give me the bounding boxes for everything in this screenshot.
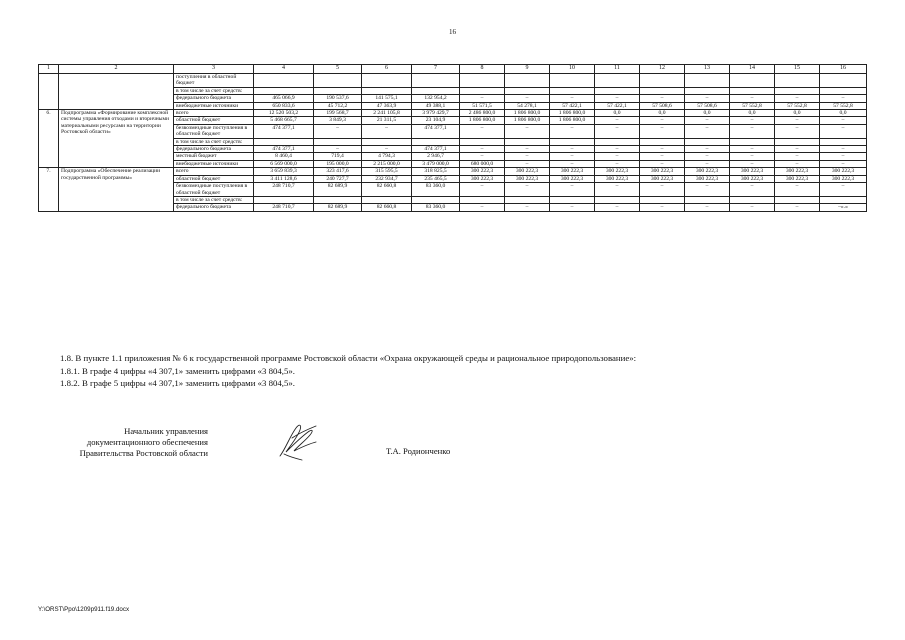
value-cell	[460, 87, 505, 94]
value-cell: 300 222,3	[550, 168, 595, 175]
value-cell: 235 465,5	[412, 175, 460, 182]
value-cell: –	[640, 204, 685, 211]
budget-table	[38, 64, 867, 212]
value-cell	[595, 138, 640, 145]
value-cell: –	[640, 153, 685, 160]
value-cell: –	[730, 160, 775, 167]
value-cell: 0,0	[640, 110, 685, 117]
value-cell: 719,4	[314, 153, 362, 160]
value-cell: –	[595, 160, 640, 167]
value-cell: 3 659 839,3	[254, 168, 314, 175]
value-cell: –	[820, 117, 867, 124]
value-cell: 0,0	[595, 110, 640, 117]
column-number: 4	[254, 65, 314, 74]
value-cell	[550, 196, 595, 203]
value-cell	[460, 138, 505, 145]
value-cell: –	[595, 146, 640, 153]
value-cell: 474 377,1	[254, 124, 314, 138]
value-cell: 3 979 429,7	[412, 110, 460, 117]
value-cell: 300 222,3	[595, 168, 640, 175]
signatory-name: Т.А. Родионченко	[386, 446, 451, 456]
value-cell: 57 422,1	[550, 102, 595, 109]
value-cell	[820, 74, 867, 88]
column-number: 12	[640, 65, 685, 74]
value-cell: 300 222,3	[685, 168, 730, 175]
value-cell	[775, 74, 820, 88]
value-cell	[362, 74, 412, 88]
value-cell: 300 222,3	[505, 175, 550, 182]
column-number: 2	[59, 65, 174, 74]
value-cell: –	[775, 160, 820, 167]
value-cell: 300 222,3	[775, 175, 820, 182]
value-cell: 465 066,9	[254, 95, 314, 102]
value-cell	[314, 196, 362, 203]
value-cell: –	[595, 204, 640, 211]
funding-source-cell: всего	[174, 168, 254, 175]
funding-source-cell: безвозмездные поступления в областной бюджет	[174, 124, 254, 138]
value-cell: 323 417,6	[314, 168, 362, 175]
value-cell: 300 222,3	[820, 175, 867, 182]
value-cell: 5 468 665,7	[254, 117, 314, 124]
value-cell: –	[820, 183, 867, 197]
value-cell: 82 689,9	[314, 204, 362, 211]
value-cell: 47 363,9	[362, 102, 412, 109]
value-cell: –	[460, 204, 505, 211]
value-cell	[362, 196, 412, 203]
value-cell: 190 537,6	[314, 95, 362, 102]
value-cell: 57 552,8	[775, 102, 820, 109]
value-cell: –	[730, 146, 775, 153]
value-cell: –	[550, 160, 595, 167]
value-cell: –	[505, 160, 550, 167]
value-cell: –	[362, 124, 412, 138]
value-cell: 57 422,1	[595, 102, 640, 109]
value-cell	[730, 196, 775, 203]
value-cell: –	[730, 153, 775, 160]
value-cell	[775, 196, 820, 203]
value-cell: 199 568,7	[314, 110, 362, 117]
column-number: 3	[174, 65, 254, 74]
value-cell: –	[595, 95, 640, 102]
value-cell: –	[595, 124, 640, 138]
value-cell: –	[775, 204, 820, 211]
column-number: 14	[730, 65, 775, 74]
value-cell: 23 104,9	[412, 117, 460, 124]
value-cell: 300 222,3	[775, 168, 820, 175]
value-cell	[775, 138, 820, 145]
value-cell	[314, 74, 362, 88]
value-cell: 3 411 128,6	[254, 175, 314, 182]
value-cell: –	[730, 117, 775, 124]
value-cell: 318 825,5	[412, 168, 460, 175]
value-cell: –	[640, 160, 685, 167]
value-cell: 57 508,6	[640, 102, 685, 109]
value-cell: –	[595, 117, 640, 124]
value-cell: 141 575,1	[362, 95, 412, 102]
value-cell: 57 552,8	[730, 102, 775, 109]
value-cell: –	[640, 95, 685, 102]
value-cell: –	[550, 183, 595, 197]
value-cell: –	[460, 95, 505, 102]
value-cell: –	[460, 183, 505, 197]
value-cell: –	[685, 204, 730, 211]
value-cell: –	[730, 204, 775, 211]
value-cell: –	[595, 183, 640, 197]
program-name-cell: Подпрограмма «Обеспечение реализации государственной программы»	[59, 168, 174, 211]
funding-source-cell: внебюджетные источники	[174, 102, 254, 109]
column-number: 13	[685, 65, 730, 74]
value-cell: –	[550, 124, 595, 138]
value-cell	[685, 74, 730, 88]
value-cell: –	[685, 153, 730, 160]
value-cell: 195 000,0	[314, 160, 362, 167]
value-cell: 2 486 800,0	[460, 110, 505, 117]
value-cell: –	[820, 95, 867, 102]
value-cell: 12 520 503,2	[254, 110, 314, 117]
value-cell: 300 222,3	[460, 168, 505, 175]
funding-source-cell: федерального бюджета	[174, 204, 254, 211]
value-cell	[820, 87, 867, 94]
value-cell: –	[775, 95, 820, 102]
value-cell: –	[550, 146, 595, 153]
value-cell: 474 377,1	[254, 146, 314, 153]
page-number: 16	[449, 28, 456, 36]
file-path: Y:\ORST\Ppo\1209p911.f19.docx	[38, 606, 130, 613]
value-cell: 2 215 000,0	[362, 160, 412, 167]
signatory-title-line: документационного обеспечения	[86, 437, 208, 447]
value-cell: –	[640, 124, 685, 138]
value-cell: –	[550, 153, 595, 160]
table-row	[39, 110, 867, 117]
value-cell: 2 946,7	[412, 153, 460, 160]
value-cell: 1 806 800,0	[505, 110, 550, 117]
value-cell: –	[362, 146, 412, 153]
row-number-cell	[39, 74, 59, 110]
value-cell	[412, 138, 460, 145]
paragraph: 1.8.1. В графе 4 цифры «4 307,1» заменить цифрами «3 804,5».	[60, 365, 295, 376]
value-cell	[820, 138, 867, 145]
row-number-cell: 6.	[39, 110, 59, 168]
value-cell	[460, 74, 505, 88]
value-cell	[412, 87, 460, 94]
column-number: 10	[550, 65, 595, 74]
value-cell: 57 552,8	[820, 102, 867, 109]
value-cell: 248 710,7	[254, 204, 314, 211]
funding-source-cell: всего	[174, 110, 254, 117]
signatory-title	[38, 426, 208, 459]
value-cell	[254, 138, 314, 145]
value-cell: 300 222,3	[820, 168, 867, 175]
value-cell: –	[775, 146, 820, 153]
signatory-title-line: Правительства Ростовской области	[79, 448, 208, 458]
value-cell: 4 794,3	[362, 153, 412, 160]
value-cell: –	[775, 153, 820, 160]
value-cell: 6 569 000,0	[254, 160, 314, 167]
paragraph: 1.8.2. В графе 5 цифры «4 307,1» заменить цифрами «3 804,5».	[60, 378, 295, 388]
value-cell: –	[550, 204, 595, 211]
value-cell: –	[314, 124, 362, 138]
value-cell: 2 241 105,8	[362, 110, 412, 117]
value-cell: 82 689,9	[314, 183, 362, 197]
funding-source-cell: в том числе за счет средств:	[174, 138, 254, 145]
value-cell: –	[505, 124, 550, 138]
value-cell: 21 311,5	[362, 117, 412, 124]
funding-source-cell: в том числе за счет средств:	[174, 196, 254, 203]
value-cell: –	[550, 95, 595, 102]
value-cell: 0,0	[685, 110, 730, 117]
column-number: 8	[460, 65, 505, 74]
value-cell: 3 849,3	[314, 117, 362, 124]
value-cell	[640, 196, 685, 203]
value-cell: 300 222,3	[730, 168, 775, 175]
value-cell	[314, 138, 362, 145]
value-cell: 1 806 800,0	[505, 117, 550, 124]
value-cell: 3 479 000,0	[412, 160, 460, 167]
value-cell	[254, 196, 314, 203]
funding-source-cell: внебюджетные источники	[174, 160, 254, 167]
value-cell: –	[685, 146, 730, 153]
value-cell	[685, 87, 730, 94]
value-cell	[550, 87, 595, 94]
value-cell: –	[460, 153, 505, 160]
value-cell: 248 710,7	[254, 183, 314, 197]
value-cell	[640, 138, 685, 145]
value-cell: –	[730, 183, 775, 197]
value-cell	[685, 196, 730, 203]
value-cell: –	[820, 146, 867, 153]
value-cell: 1 806 800,0	[550, 117, 595, 124]
signatory-title-line: Начальник управления	[124, 426, 208, 436]
value-cell: –	[505, 146, 550, 153]
value-cell: 474 377,1	[412, 146, 460, 153]
value-cell: –	[460, 124, 505, 138]
value-cell: 83 360,0	[412, 204, 460, 211]
funding-source-cell: безвозмездные поступления в областной бюджет	[174, 183, 254, 197]
table-row	[39, 168, 867, 175]
value-cell: –	[460, 146, 505, 153]
value-cell: –	[820, 124, 867, 138]
funding-source-cell: поступления в областной бюджет	[174, 74, 254, 88]
value-cell	[362, 138, 412, 145]
value-cell: –	[685, 124, 730, 138]
program-name-cell	[59, 74, 174, 110]
value-cell: 45 712,2	[314, 102, 362, 109]
value-cell	[505, 138, 550, 145]
value-cell: –	[730, 124, 775, 138]
column-number: 1	[39, 65, 59, 74]
value-cell: 0,0	[775, 110, 820, 117]
value-cell: 49 388,1	[412, 102, 460, 109]
funding-source-cell: местный бюджет	[174, 153, 254, 160]
value-cell: 8 460,4	[254, 153, 314, 160]
value-cell: 474 377,1	[412, 124, 460, 138]
value-cell	[730, 138, 775, 145]
column-number: 5	[314, 65, 362, 74]
value-cell	[550, 74, 595, 88]
value-cell: 82 660,8	[362, 183, 412, 197]
value-cell	[254, 74, 314, 88]
value-cell	[505, 87, 550, 94]
value-cell: 300 222,3	[640, 168, 685, 175]
value-cell: –	[685, 95, 730, 102]
value-cell: –	[820, 153, 867, 160]
value-cell: –	[730, 95, 775, 102]
value-cell: –	[775, 117, 820, 124]
amendment-text	[60, 352, 860, 390]
value-cell: –	[820, 160, 867, 167]
value-cell: 300 222,3	[730, 175, 775, 182]
value-cell	[595, 87, 640, 94]
table-header-row	[39, 65, 867, 74]
value-cell: –	[685, 160, 730, 167]
value-cell	[505, 196, 550, 203]
value-cell: –	[775, 124, 820, 138]
value-cell: –	[314, 146, 362, 153]
value-cell: 1 806 800,0	[550, 110, 595, 117]
value-cell	[460, 196, 505, 203]
value-cell: 300 222,3	[460, 175, 505, 182]
value-cell: 300 222,3	[595, 175, 640, 182]
value-cell	[412, 74, 460, 88]
funding-source-cell: в том числе за счет средств:	[174, 87, 254, 94]
value-cell: –	[640, 183, 685, 197]
value-cell: –	[505, 204, 550, 211]
value-cell: 232 934,7	[362, 175, 412, 182]
funding-source-cell: федерального бюджета	[174, 95, 254, 102]
value-cell: 1 806 800,0	[460, 117, 505, 124]
value-cell: 240 727,7	[314, 175, 362, 182]
funding-source-cell: областной бюджет	[174, 175, 254, 182]
value-cell: 83 360,0	[412, 183, 460, 197]
value-cell: –	[505, 153, 550, 160]
value-cell: 300 222,3	[640, 175, 685, 182]
value-cell	[820, 196, 867, 203]
funding-source-cell: федерального бюджета	[174, 146, 254, 153]
value-cell: –	[595, 153, 640, 160]
column-number: 16	[820, 65, 867, 74]
value-cell: 0,0	[730, 110, 775, 117]
value-cell	[550, 138, 595, 145]
table-row	[39, 74, 867, 88]
value-cell	[595, 74, 640, 88]
value-cell: –	[685, 183, 730, 197]
value-cell: 300 222,3	[550, 175, 595, 182]
program-name-cell: Подпрограмма «Формирование комплексной системы управления отходами и вторичными материальными ресурсами на территории Ростовской области»	[59, 110, 174, 168]
paragraph: 1.8. В пункте 1.1 приложения № 6 к государственной программе Ростовской области «Охрана окружающей среды и рациональное природопользование»:	[60, 353, 637, 363]
value-cell: 680 000,0	[460, 160, 505, 167]
value-cell: 57 508,6	[685, 102, 730, 109]
value-cell: –	[685, 117, 730, 124]
value-cell	[775, 87, 820, 94]
value-cell: 0,0	[820, 110, 867, 117]
value-cell	[685, 138, 730, 145]
value-cell: –	[505, 183, 550, 197]
row-number-cell: 7.	[39, 168, 59, 211]
handwritten-signature	[272, 418, 322, 464]
value-cell	[640, 87, 685, 94]
value-cell: 315 595,5	[362, 168, 412, 175]
value-cell	[505, 74, 550, 88]
value-cell	[314, 87, 362, 94]
value-cell	[730, 74, 775, 88]
value-cell: –».»	[820, 204, 867, 211]
value-cell	[362, 87, 412, 94]
value-cell: –	[640, 146, 685, 153]
column-number: 7	[412, 65, 460, 74]
funding-source-cell: областной бюджет	[174, 117, 254, 124]
value-cell	[412, 196, 460, 203]
value-cell	[640, 74, 685, 88]
value-cell: 54 278,1	[505, 102, 550, 109]
value-cell	[254, 87, 314, 94]
value-cell	[730, 87, 775, 94]
value-cell	[595, 196, 640, 203]
value-cell: 650 833,6	[254, 102, 314, 109]
value-cell: 300 222,3	[685, 175, 730, 182]
value-cell: 300 222,3	[505, 168, 550, 175]
value-cell: –	[775, 183, 820, 197]
value-cell: 51 571,5	[460, 102, 505, 109]
value-cell: 132 954,2	[412, 95, 460, 102]
value-cell: 82 660,8	[362, 204, 412, 211]
column-number: 11	[595, 65, 640, 74]
column-number: 9	[505, 65, 550, 74]
column-number: 6	[362, 65, 412, 74]
value-cell: –	[640, 117, 685, 124]
column-number: 15	[775, 65, 820, 74]
value-cell: –	[505, 95, 550, 102]
